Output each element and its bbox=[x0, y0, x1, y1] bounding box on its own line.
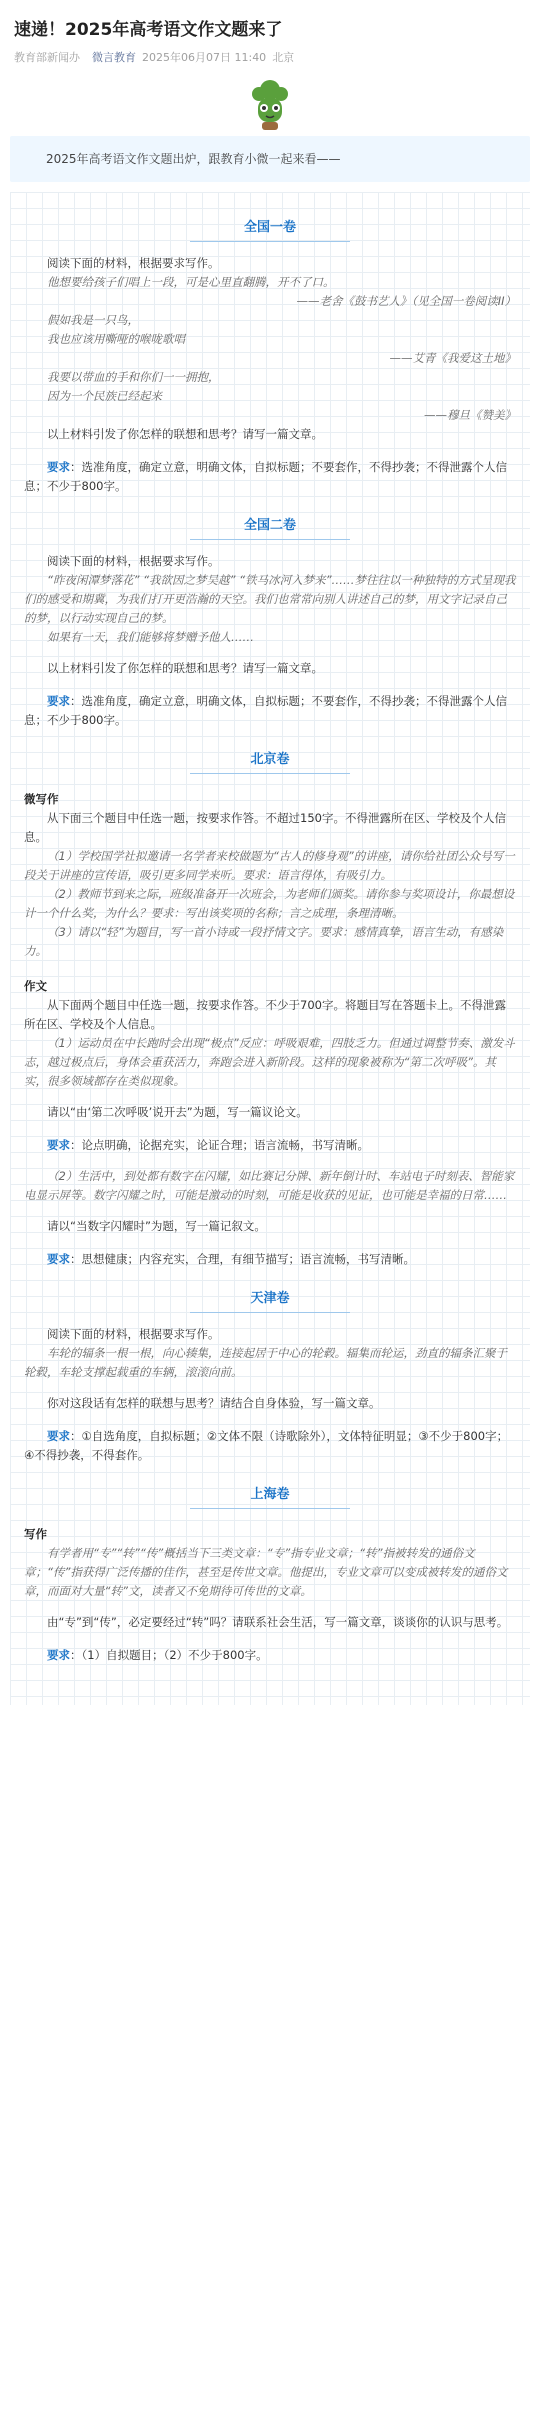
paragraph: 阅读下面的材料，根据要求写作。 bbox=[47, 256, 220, 270]
quote: （1）运动员在中长跑时会出现“极点”反应：呼吸艰难，四肢乏力。但通过调整节奏、激发斗志，越过极点后，身体会重获活力，奔跑会进入新阶段。这样的现象被称为“第二次呼吸”。其实，很多领域都存在类似现象。 bbox=[24, 1036, 515, 1088]
paragraph: 从下面三个题目中任选一题，按要求作答。不超过150字。不得泄露所在区、学校及个人信息。 bbox=[24, 811, 506, 844]
publish-date: 2025年06月07日 11:40 bbox=[142, 51, 267, 64]
quote: （1）学校国学社拟邀请一名学者来校做题为“古人的修身观”的讲座，请你给社团公众号写一段关于讲座的宣传语，吸引更多同学来听。要求：语言得体，有吸引力。 bbox=[24, 849, 515, 882]
quote: 假如我是一只鸟， bbox=[47, 313, 139, 327]
quote: 他想要给孩子们唱上一段，可是心里直翻腾，开不了口。 bbox=[47, 275, 335, 289]
requirements: 要求：选准角度，确定立意，明确文体，自拟标题；不要套作，不得抄袭；不得泄露个人信息；不少于800字。 bbox=[24, 460, 507, 493]
article-meta bbox=[14, 50, 526, 66]
section-title: 上海卷 bbox=[24, 1483, 516, 1509]
paragraph: 请以“由‘第二次呼吸’说开去”为题，写一篇议论文。 bbox=[47, 1105, 308, 1119]
paragraph: 阅读下面的材料，根据要求写作。 bbox=[47, 554, 220, 568]
article-title: 速递！2025年高考语文作文题来了 bbox=[14, 20, 283, 40]
content-grid bbox=[10, 192, 530, 1705]
mascot-image bbox=[240, 76, 300, 136]
requirements: 要求：思想健康；内容充实，合理，有细节描写；语言流畅，书写清晰。 bbox=[47, 1252, 415, 1266]
quote: 我也应该用嘶哑的喉咙歌唱 bbox=[47, 332, 185, 346]
author: 教育部新闻办 bbox=[14, 51, 80, 64]
quote: （2）教师节到来之际，班级准备开一次班会，为老师们颁奖。请你参与奖项设计，你最想设计一个什么奖，为什么？要求：写出该奖项的名称；言之成理，条理清晰。 bbox=[24, 887, 515, 920]
citation: ——穆旦《赞美》 bbox=[424, 408, 516, 422]
section-title: 天津卷 bbox=[24, 1287, 516, 1313]
requirements: 要求：①自选角度，自拟标题；②文体不限（诗歌除外），文体特征明显；③不少于800字；④不得抄袭，不得套作。 bbox=[24, 1429, 509, 1462]
quote: 因为一个民族已经起来 bbox=[47, 389, 162, 403]
section-title: 北京卷 bbox=[24, 748, 516, 774]
paragraph: 从下面两个题目中任选一题，按要求作答。不少于700字。将题目写在答题卡上。不得泄露所在区、学校及个人信息。 bbox=[24, 998, 506, 1031]
section-title: 全国一卷 bbox=[24, 216, 516, 242]
citation: ——艾青《我爱这土地》 bbox=[389, 351, 516, 365]
paragraph: 请以“当数字闪耀时”为题，写一篇记叙文。 bbox=[47, 1219, 266, 1233]
subheading: 写作 bbox=[24, 1527, 47, 1541]
requirements: 要求：论点明确，论据充实，论证合理；语言流畅，书写清晰。 bbox=[47, 1138, 369, 1152]
account-link[interactable]: 微言教育 bbox=[92, 51, 136, 64]
quote: 我要以带血的手和你们一一拥抱， bbox=[47, 370, 220, 384]
paragraph: 你对这段话有怎样的联想与思考？请结合自身体验，写一篇文章。 bbox=[47, 1396, 381, 1410]
quote: （2）生活中，到处都有数字在闪耀，如比赛记分牌、新年倒计时、车站电子时刻表、智能家电显示屏等。数字闪耀之时，可能是激动的时刻，可能是收获的见证，也可能是幸福的日常…… bbox=[24, 1169, 515, 1202]
paragraph: 以上材料引发了你怎样的联想和思考？请写一篇文章。 bbox=[47, 661, 323, 675]
quote: （3）请以“轻”为题目，写一首小诗或一段抒情文字。要求：感情真挚，语言生动，有感染力。 bbox=[24, 925, 504, 958]
article bbox=[0, 0, 540, 66]
quote: 车轮的辐条一根一根，向心辏集，连接起居于中心的轮毂。辐集而轮运，劲直的辐条汇聚于轮毂，车轮支撑起载重的车辆，滚滚向前。 bbox=[24, 1346, 507, 1379]
requirements: 要求：选准角度，确定立意，明确文体，自拟标题；不要套作，不得抄袭；不得泄露个人信息；不少于800字。 bbox=[24, 694, 507, 727]
requirements: 要求：（1）自拟题目；（2）不少于800字。 bbox=[47, 1648, 268, 1662]
subheading: 作文 bbox=[24, 979, 47, 993]
paragraph: 阅读下面的材料，根据要求写作。 bbox=[47, 1327, 220, 1341]
citation: ——老舍《鼓书艺人》（见全国一卷阅读II） bbox=[296, 294, 516, 308]
section-title: 全国二卷 bbox=[24, 514, 516, 540]
quote: 如果有一天，我们能够将梦赠予他人…… bbox=[47, 630, 254, 644]
quote: “昨夜闲潭梦落花” “我欲因之梦吴越” “铁马冰河入梦来”……梦往往以一种独特的方式呈现我们的感受和期冀，为我们打开更浩瀚的天空。我们也常常向别人讲述自己的梦，用文字记录自己的梦，以行动实现自己的梦。 bbox=[24, 573, 516, 625]
paragraph: 以上材料引发了你怎样的联想和思考？请写一篇文章。 bbox=[47, 427, 323, 441]
quote: 有学者用“专”“转”“传”概括当下三类文章：“专”指专业文章；“转”指被转发的通俗文章；“传”指获得广泛传播的佳作，甚至是传世文章。他提出，专业文章可以变成被转发的通俗文章，而面对大量“转”文，读者又不免期待可传世的文章。 bbox=[24, 1546, 508, 1598]
location: 北京 bbox=[272, 51, 295, 64]
intro-box: 2025年高考语文作文题出炉，跟教育小微一起来看—— bbox=[10, 136, 530, 182]
paragraph: 由“专”到“传”，必定要经过“转”吗？请联系社会生活，写一篇文章，谈谈你的认识与思考。 bbox=[47, 1615, 509, 1629]
subheading: 微写作 bbox=[24, 792, 59, 806]
